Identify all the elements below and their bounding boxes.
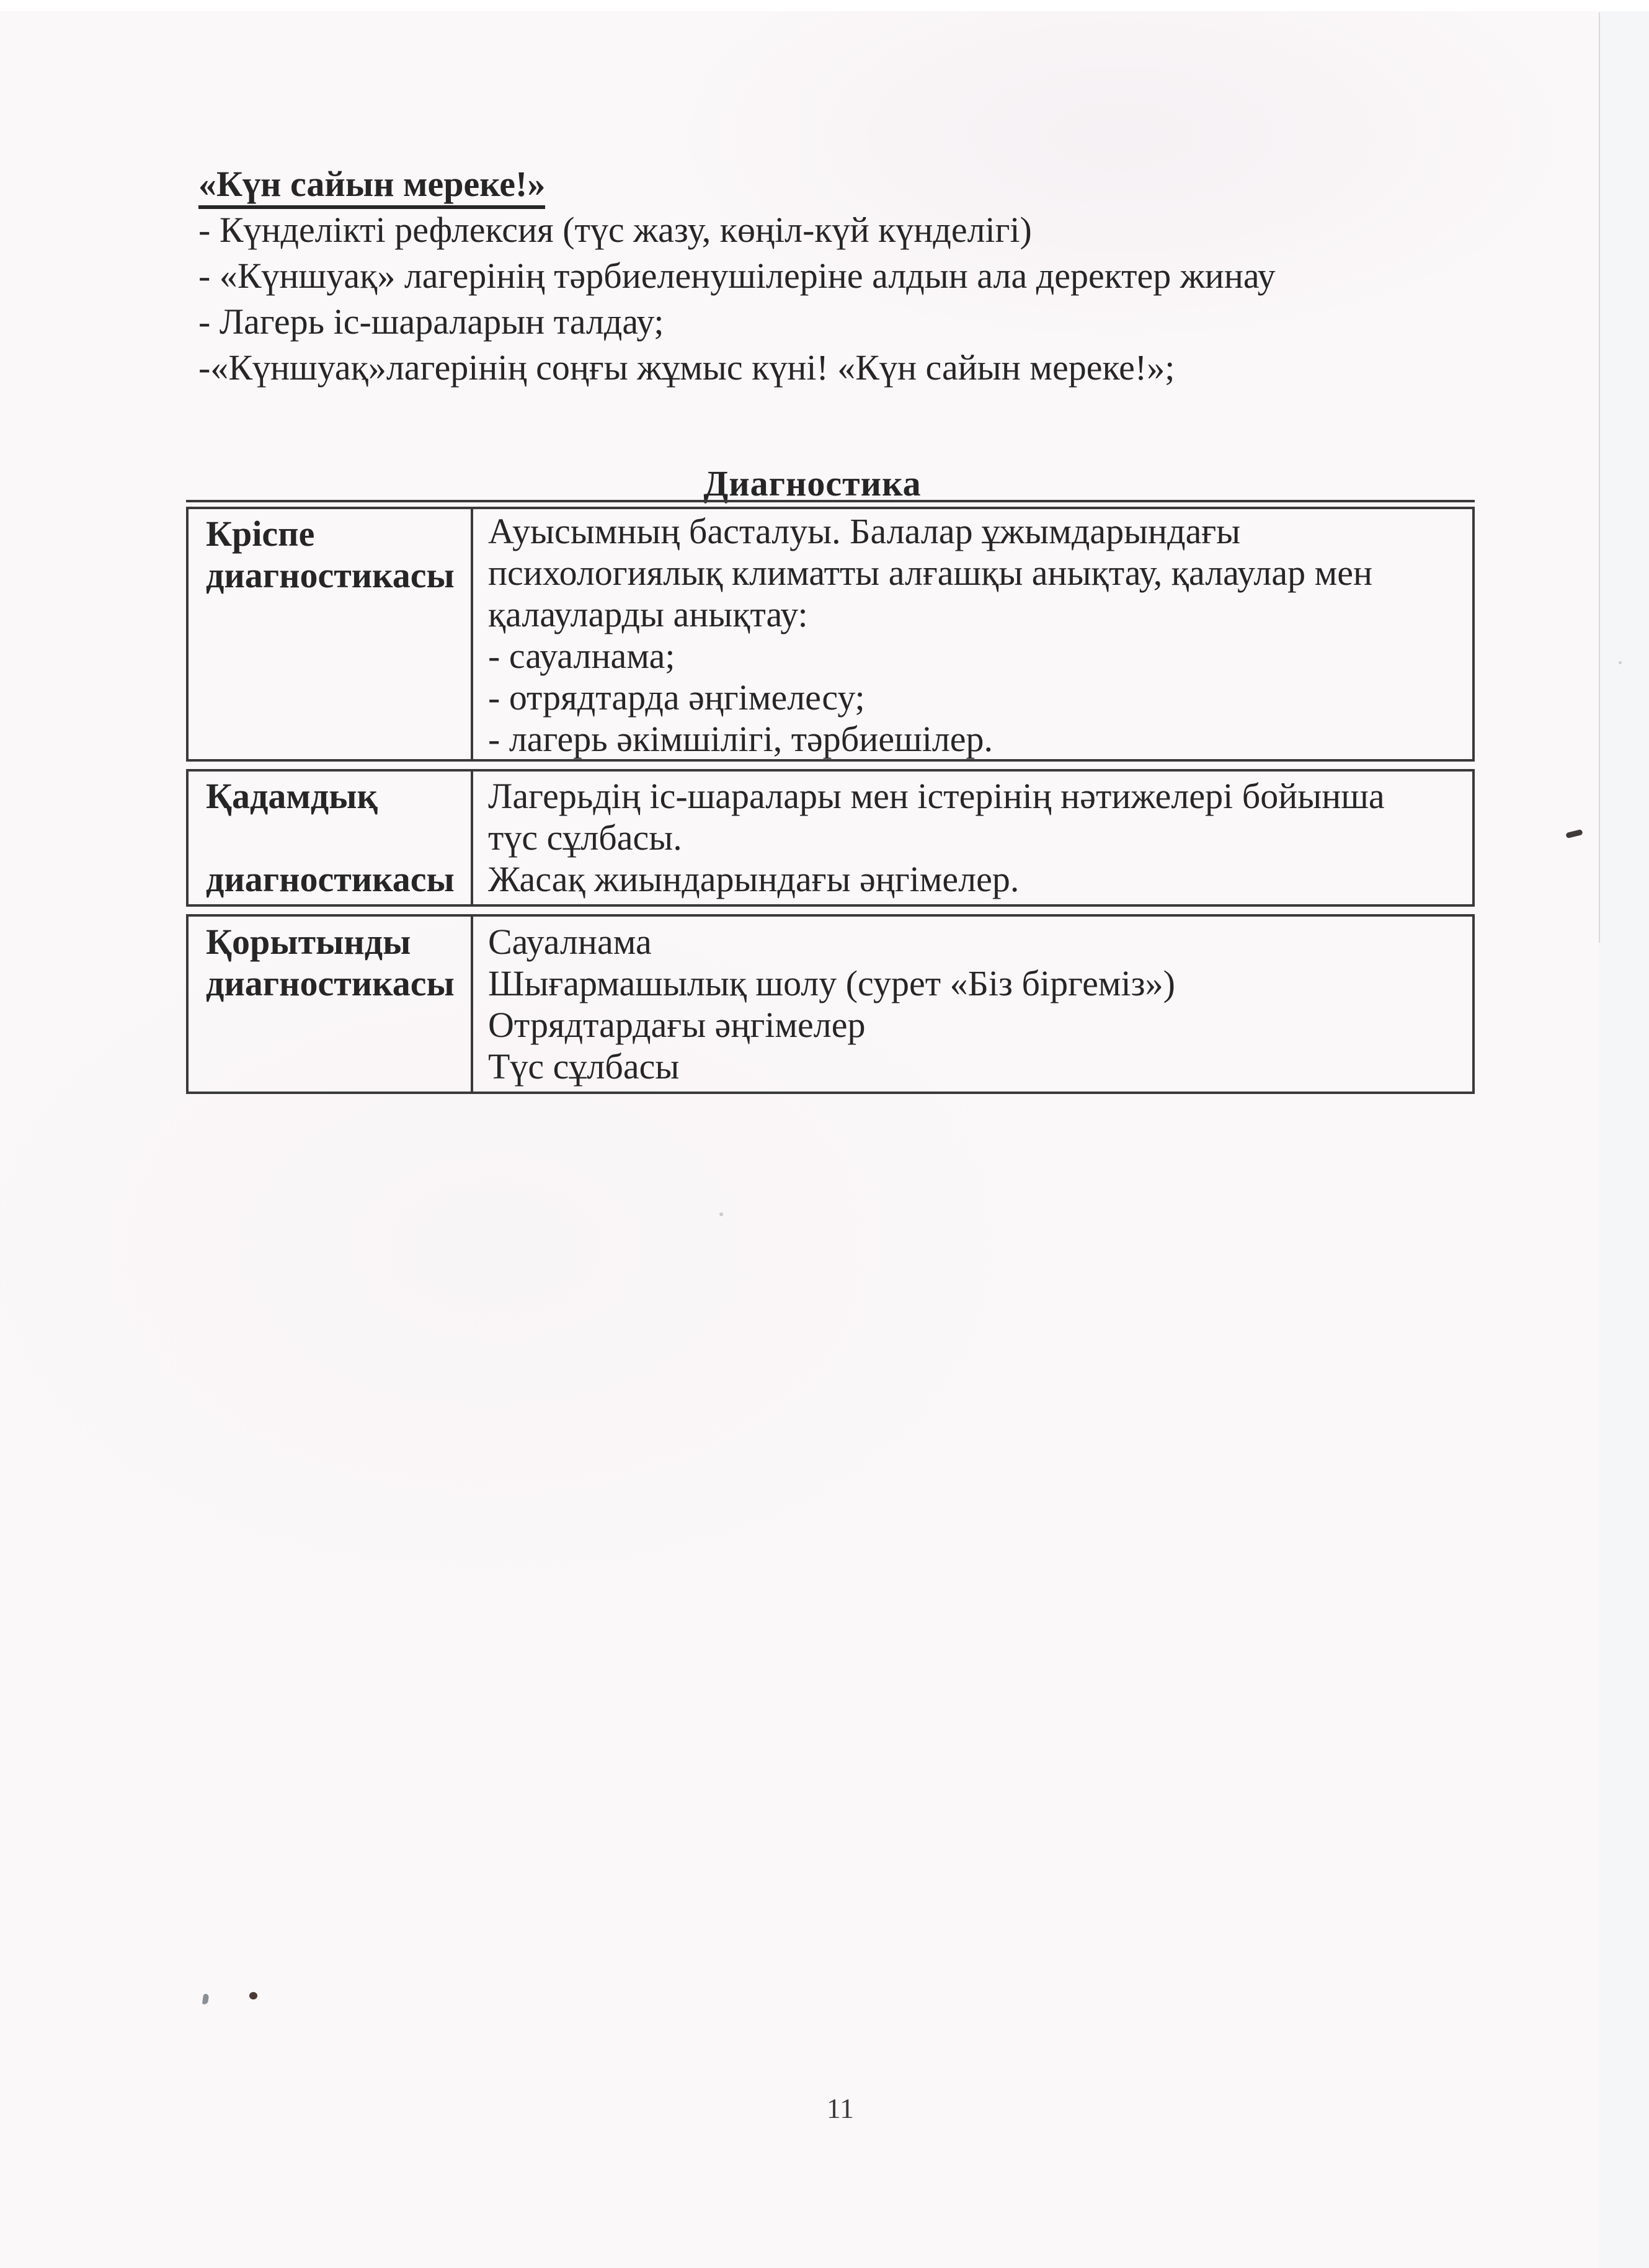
page-number: 11: [826, 2092, 855, 2124]
row-body-cell: [473, 917, 1472, 1092]
row-header-line: Қорытынды: [206, 922, 411, 962]
table-row-step-diagnostics: [186, 769, 1475, 907]
row-body-line: Сауалнама: [488, 922, 652, 962]
row-header-cell: [189, 509, 473, 759]
scan-edge-top: [0, 0, 1649, 11]
table-row-final-diagnostics: [186, 914, 1475, 1094]
row-header-cell: [189, 917, 473, 1092]
row-body-line: Ауысымның басталуы. Балалар ұжымдарындағы: [488, 511, 1241, 551]
row-body-line: Жасақ жиындарындағы әңгімелер.: [488, 859, 1020, 899]
scan-artifact-speck: [249, 1992, 257, 1999]
row-body-cell: [473, 772, 1472, 904]
scan-artifact-speck: [1619, 661, 1622, 664]
row-body-line: Лагерьдің іс-шаралары мен істерінің нәтижелері бойынша: [488, 776, 1385, 816]
row-header-line: диагностикасы: [206, 859, 455, 899]
row-header-line: [206, 817, 464, 858]
row-body-line: Шығармашылық шолу (сурет «Біз біргеміз»): [488, 963, 1175, 1003]
scan-edge-right: [1599, 11, 1649, 2268]
intro-line: - Лагерь іс-шараларын талдау;: [198, 301, 664, 342]
row-body-line: Түс сұлбасы: [488, 1046, 680, 1087]
intro-block: [198, 161, 1501, 391]
row-body-line: Отрядтардағы әңгімелер: [488, 1005, 866, 1045]
page-title-text: «Күн сайын мереке!»: [198, 164, 545, 209]
row-header-line: диагностикасы: [206, 555, 455, 595]
row-header-line: Кріспе: [206, 514, 315, 554]
row-header-cell: [189, 772, 473, 904]
scan-artifact-speck: [1565, 829, 1583, 838]
row-body-line: түс сұлбасы.: [488, 817, 682, 858]
page-title: [198, 161, 1501, 207]
row-header-line: Қадамдық: [206, 776, 378, 816]
row-body-line: қалауларды анықтау:: [488, 594, 808, 634]
row-body-line: - лагерь әкімшілігі, тәрбиешілер.: [488, 719, 993, 759]
table-heading: Диагностика: [703, 463, 922, 504]
scan-artifact-speck: [202, 1993, 209, 2004]
table-row-intro-diagnostics: [186, 507, 1475, 762]
row-body-line: - отрядтарда әңгімелесу;: [488, 677, 865, 718]
table-outer-top-border: [186, 500, 1475, 502]
row-body-line: - сауалнама;: [488, 636, 675, 676]
intro-line: -«Күншуақ»лагерінің соңғы жұмыс күні! «Күн сайын мереке!»;: [198, 347, 1175, 388]
intro-line: - «Күншуақ» лагерінің тәрбиеленушілеріне алдын ала деректер жинау: [198, 256, 1276, 296]
scan-artifact-speck: [719, 1212, 723, 1216]
intro-line: - Күнделікті рефлексия (түс жазу, көңіл-күй күнделігі): [198, 210, 1032, 250]
row-header-line: диагностикасы: [206, 963, 455, 1003]
row-body-cell: [473, 509, 1472, 759]
row-body-line: психологиялық климатты алғашқы анықтау, қалаулар мен: [488, 553, 1373, 593]
